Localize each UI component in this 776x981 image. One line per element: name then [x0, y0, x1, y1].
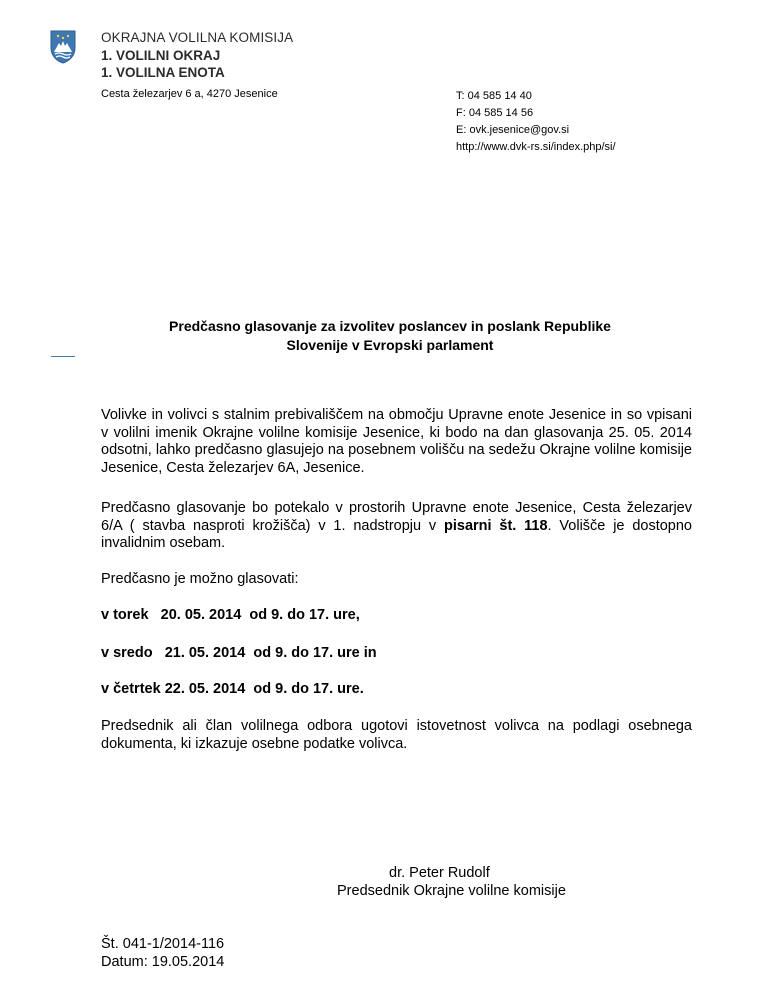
- signatory-name: dr. Peter Rudolf: [389, 865, 490, 881]
- voting-day: v četrtek: [101, 681, 161, 697]
- org-address: Cesta železarjev 6 a, 4270 Jesenice: [101, 88, 278, 100]
- voting-date-row: [101, 607, 360, 623]
- voting-date-row: [101, 645, 377, 661]
- phone-number: T: 04 585 14 40: [456, 90, 532, 102]
- title-line-2: Slovenije v Evropski parlament: [286, 337, 494, 353]
- voting-date: 21. 05. 2014: [164, 645, 246, 661]
- voting-hours: od 9. do 17. ure.: [253, 681, 364, 697]
- reference-number: Št. 041-1/2014-116: [101, 936, 225, 952]
- document-date: Datum: 19.05.2014: [101, 953, 225, 970]
- paragraph-voting-intro: Predčasno je možno glasovati:: [101, 571, 299, 587]
- voting-date: 20. 05. 2014: [160, 607, 242, 623]
- paragraph-eligibility: Volivke in volivci s stalnim prebivališčem na območju Upravne enote Jesenice in so vpisani v volilni imenik Okrajne volilne komisije Jesenice, ki bodo na dan glasovanja 25. 05. 2014 odsotni, lahko predčasno glasujejo na posebnem volišču na sedežu Okrajne volilne komisije Jesenice, Cesta železarjev 6A, Jesenice.: [101, 407, 692, 476]
- voting-hours: od 9. do 17. ure in: [253, 645, 377, 661]
- signatory-role: Predsednik Okrajne volilne komisije: [337, 883, 566, 899]
- voting-hours: od 9. do 17. ure,: [249, 607, 360, 623]
- document-reference: [101, 936, 224, 971]
- office-number: pisarni št. 118: [444, 517, 548, 534]
- document-title: [100, 317, 680, 355]
- coat-of-arms-logo: [49, 30, 77, 64]
- title-line-1: Predčasno glasovanje za izvolitev poslancev in poslank Republike: [169, 318, 611, 334]
- voting-date: 22. 05. 2014: [164, 681, 246, 697]
- paragraph-location: [101, 500, 692, 553]
- voting-day: v sredo: [101, 645, 153, 661]
- org-name: OKRAJNA VOLILNA KOMISIJA: [101, 30, 294, 45]
- paragraph-identification: Predsednik ali član volilnega odbora ugotovi istovetnost volivca na podlagi osebnega dokumenta, ki izkazuje osebne podatke volivca.: [101, 718, 692, 752]
- email-address: E: ovk.jesenice@gov.si: [456, 124, 570, 136]
- location-text-start: Predčasno glasovanje bo potekalo v prostorih Upravne enote Jesenice, Cesta železarjev 6/A ( stavba nasproti krožišča) v 1. nadstropju v: [101, 500, 692, 534]
- unit-name: 1. VOLILNA ENOTA: [101, 65, 225, 80]
- voting-date-row: [101, 681, 364, 697]
- voting-day: v torek: [101, 607, 149, 623]
- contact-block: [456, 88, 616, 156]
- location-text-end: . Volišče je dostopno invalidnim osebam.: [101, 517, 692, 551]
- margin-divider: [51, 356, 75, 357]
- district-name: 1. VOLILNI OKRAJ: [101, 48, 221, 63]
- website-link[interactable]: http://www.dvk-rs.si/index.php/si/: [456, 141, 616, 153]
- fax-number: F: 04 585 14 56: [456, 107, 534, 119]
